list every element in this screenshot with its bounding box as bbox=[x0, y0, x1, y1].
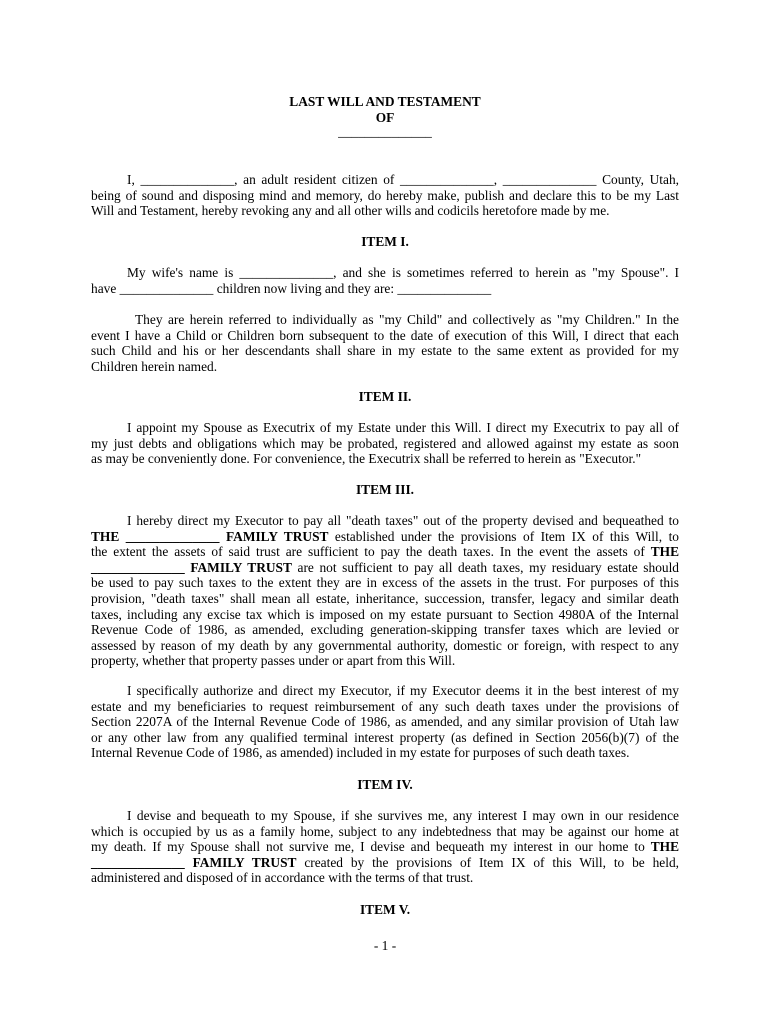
item-4-paragraph: I devise and bequeath to my Spouse, if she survives me, any interest I may own in our residence which is occupied by us as a family home, subject to any indebtedness that may be against our home at my death. If my Spouse shall not survive me, I devise and bequeath my interest in our home to THE ______________ FAMILY TRUST created by the provisions of Item IX of this Will, to be held, administered and disposed of in accordance with the terms of that trust. bbox=[91, 808, 679, 886]
item-4-heading: ITEM IV. bbox=[357, 777, 413, 792]
testator-name-blank: ______________ bbox=[338, 124, 432, 139]
document-title: LAST WILL AND TESTAMENT bbox=[289, 94, 481, 109]
page-number: - 1 - bbox=[373, 938, 397, 953]
intro-paragraph: I, ______________, an adult resident citizen of ______________, ______________ County, Utah, being of sound and disposing mind and memory, do hereby make, publish and declare this to be my Last Will and Testament, hereby revoking any and all other wills and codicils heretofore made by me. bbox=[91, 172, 679, 219]
item-3-paragraph-2: I specifically authorize and direct my Executor, if my Executor deems it in the best interest of my estate and my beneficiaries to request reimbursement of any such death taxes under the provisions of Section 2207A of the Internal Revenue Code of 1986, as amended, and any similar provision of Utah law or any other law from any qualified terminal interest property (as defined in Section 2056(b)(7) of the Internal Revenue Code of 1986, as amended) included in my estate for purposes of such death taxes. bbox=[91, 683, 679, 761]
item-2-heading: ITEM II. bbox=[358, 389, 412, 404]
item-1-paragraph-1: My wife's name is ______________, and she is sometimes referred to herein as "my Spouse". I have ______________ children now living and they are: ______________ bbox=[91, 265, 679, 296]
item-3-heading: ITEM III. bbox=[355, 482, 415, 497]
document-title-of: OF bbox=[375, 110, 395, 125]
item-2-paragraph: I appoint my Spouse as Executrix of my Estate under this Will. I direct my Executrix to pay all of my just debts and obligations which may be probated, registered and allowed against my estate as soon as may be conveniently done. For convenience, the Executrix shall be referred to herein as "Executor." bbox=[91, 420, 679, 467]
item-3-paragraph-1: I hereby direct my Executor to pay all "death taxes" out of the property devised and bequeathed to THE ______________ FAMILY TRUST established under the provisions of Item IX of this Will, to the extent the assets of said trust are sufficient to pay the death taxes. In the event the assets of THE ______________ FAMILY TRUST are not sufficient to pay all death taxes, my residuary estate should be used to pay such taxes to the extent they are in excess of the assets in the trust. For purposes of this provision, "death taxes" shall mean all estate, inheritance, succession, transfer, legacy and similar death taxes, including any excise tax which is imposed on my estate pursuant to Section 4980A of the Internal Revenue Code of 1986, as amended, excluding generation-skipping transfer taxes which are levied or assessed by reason of my death by any governmental authority, domestic or foreign, with respect to any property, whether that property passes under or apart from this Will. bbox=[91, 513, 679, 669]
item-1-heading: ITEM I. bbox=[361, 234, 409, 249]
item-5-heading: ITEM V. bbox=[359, 902, 411, 917]
item-1-paragraph-2: They are herein referred to individually as "my Child" and collectively as "my Children." In the event I have a Child or Children born subsequent to the date of execution of this Will, I direct that each such Child and his or her descendants shall share in my estate to the same extent as provided for my Children herein named. bbox=[91, 312, 679, 374]
